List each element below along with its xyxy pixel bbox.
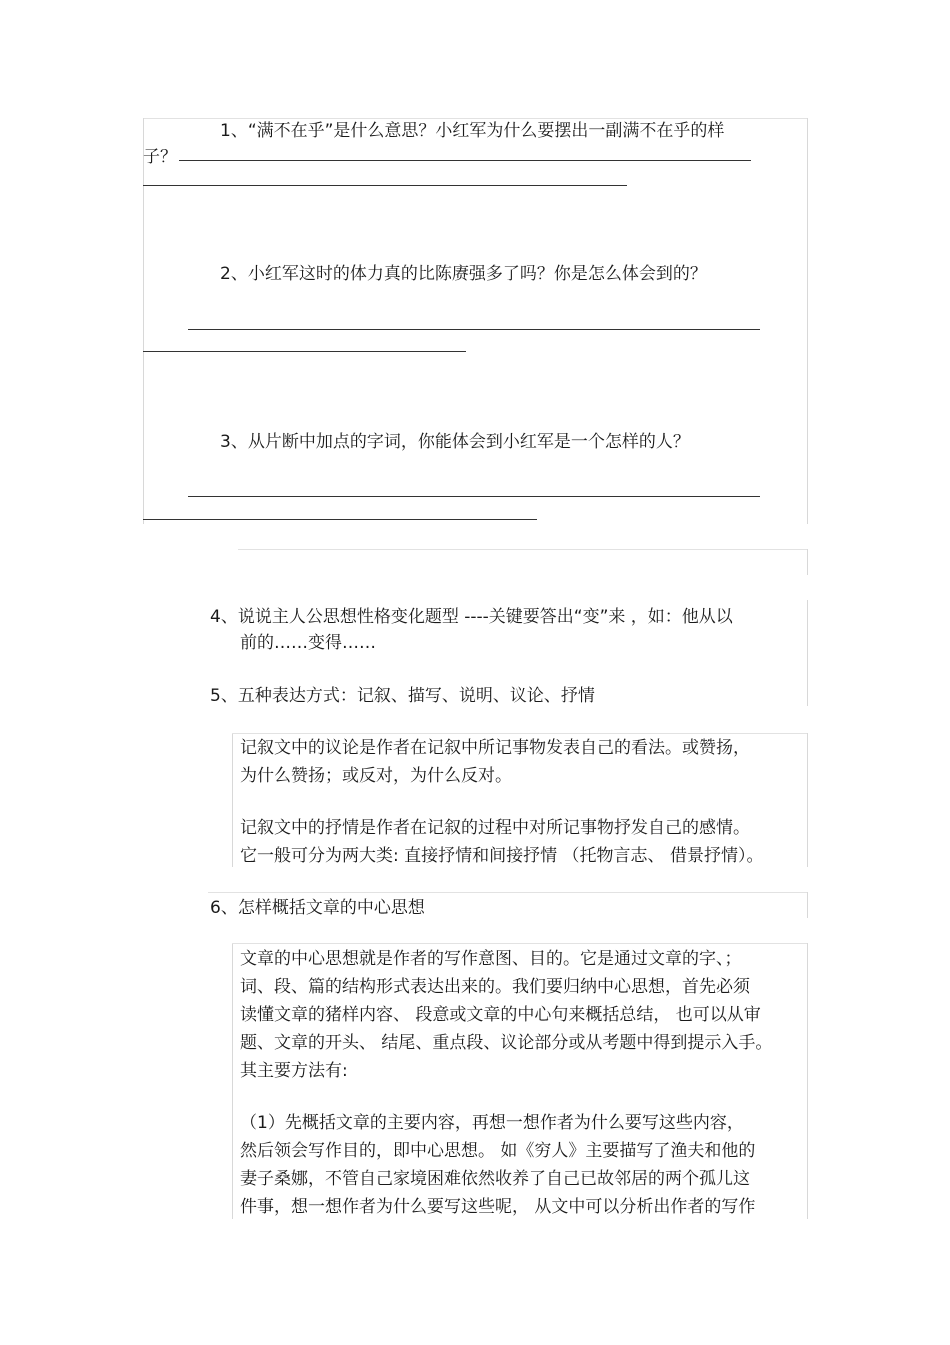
section-6-para-1-line-4: 题、文章的开头、 结尾、重点段、议论部分或从考题中得到提示入手。 [240,1033,773,1053]
right-frame-line-5 [807,733,808,867]
section-6-para-2-line-4: 件事，想一想作者为什么要写这些呢， 从文中可以分析出作者的写作 [240,1197,756,1217]
right-frame-line-2 [807,549,808,575]
left-frame-line-5 [232,733,233,867]
section-5-para-1-line-1: 记叙文中的议论是作者在记叙中所记事物发表自己的看法。或赞扬， [240,738,750,758]
answer-line-2b [143,351,466,352]
section5-frame-line [232,733,807,734]
right-frame-line-3 [807,600,808,706]
section6-top-line [208,892,807,893]
answer-line-1b [143,185,627,186]
right-frame-line-6 [807,892,808,918]
left-frame-line-6 [232,943,233,1219]
section-4-continuation: 前的……变得…… [240,633,376,653]
section-5-para-1-line-2: 为什么赞扬；或反对，为什么反对。 [240,766,512,786]
section-6-para-1-line-5: 其主要方法有: [240,1061,348,1081]
section-4-heading: 4、说说主人公思想性格变化题型 ----关键要答出“变”来 ，如：他从以 [210,607,733,627]
section6-frame-line [232,943,807,944]
section-6-para-1-line-1: 文章的中心思想就是作者的写作意图、目的。它是通过文章的字、； [240,949,742,969]
section-6-para-1-line-3: 读懂文章的猪样内容、 段意或文章的中心句来概括总结， 也可以从审 [240,1005,761,1025]
section-6-para-2-line-2: 然后领会写作目的，即中心思想。 如《穷人》主要描写了渔夫和他的 [240,1141,756,1161]
section-6-para-2-line-3: 妻子桑娜，不管自己家境困难依然收养了自己已故邻居的两个孤儿这 [240,1169,750,1189]
right-frame-line-1 [807,118,808,524]
section-6-para-1-line-2: 词、段、篇的结构形式表达出来的。我们要归纳中心思想，首先必须 [240,977,750,997]
answer-line-3a [188,496,760,497]
answer-line-2a [188,329,760,330]
right-frame-line-7 [807,943,808,1219]
question-1-line-2: 子？ [143,147,177,167]
section-5-para-2-line-2: 它一般可分为两大类: 直接抒情和间接抒情 （托物言志、 借景抒情）。 [240,846,764,866]
mid-frame-line [238,549,807,550]
section-6-heading: 6、怎样概括文章的中心思想 [210,898,425,918]
question-2: 2、小红军这时的体力真的比陈赓强多了吗？你是怎么体会到的？ [220,264,707,284]
answer-line-3b [143,519,537,520]
section-5-para-2-line-1: 记叙文中的抒情是作者在记叙的过程中对所记事物抒发自己的感情。 [240,818,750,838]
answer-line-1a [179,160,751,161]
section-6-para-2-line-1: （1）先概括文章的主要内容，再想一想作者为什么要写这些内容， [240,1113,744,1133]
question-1-line-1: 1、“满不在乎”是什么意思？小红军为什么要摆出一副满不在乎的样 [220,121,725,141]
section-5-heading: 5、五种表达方式：记叙、描写、说明、议论、抒情 [210,686,595,706]
left-frame-line [143,118,144,524]
question-3: 3、从片断中加点的字词，你能体会到小红军是一个怎样的人？ [220,432,690,452]
